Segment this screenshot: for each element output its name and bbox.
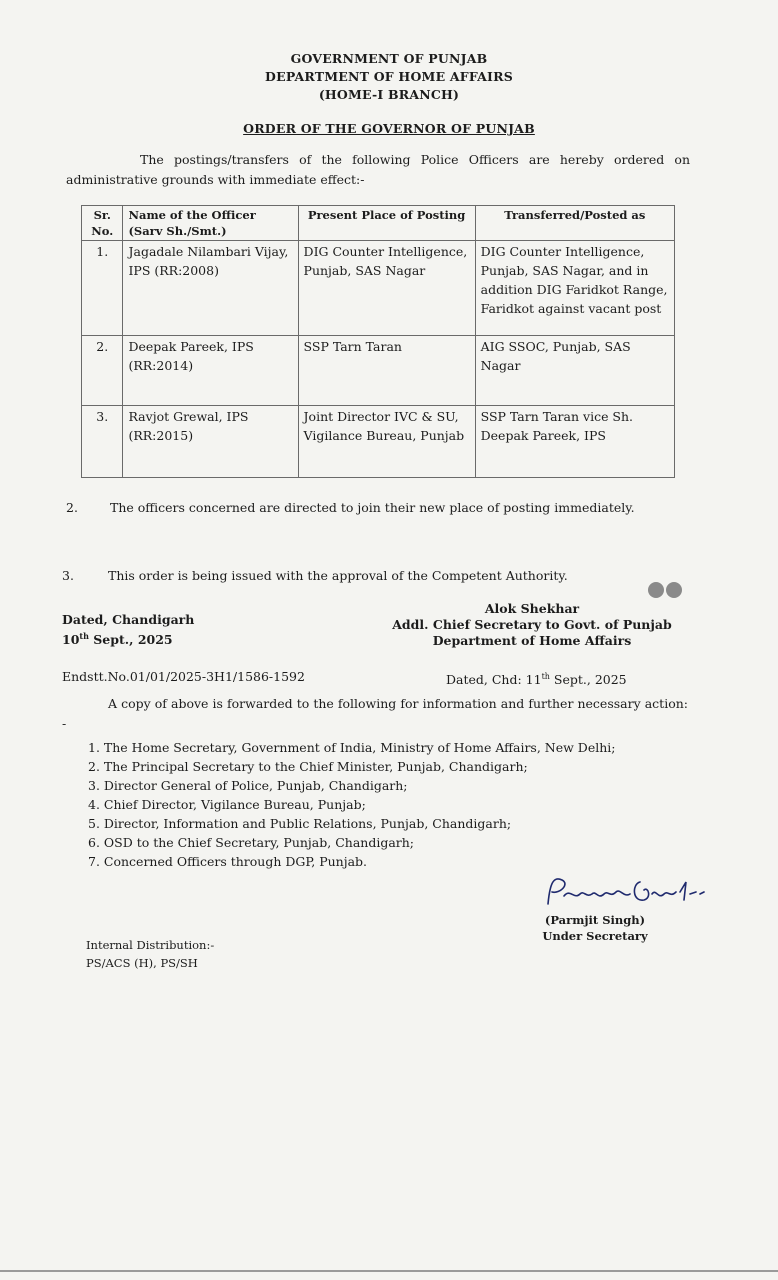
dated-date: 10th Sept., 2025 — [62, 631, 173, 648]
header-transferred-as: Transferred/Posted as — [475, 206, 674, 241]
para2-number: 2. — [66, 500, 78, 515]
internal-distribution — [86, 936, 214, 972]
cell-transferred-as: SSP Tarn Taran vice Sh. Deepak Pareek, IPS — [475, 406, 674, 478]
table-row — [82, 406, 675, 478]
para3-text: This order is being issued with the approval of the Competent Authority. — [108, 568, 568, 583]
signatory-designation: Addl. Chief Secretary to Govt. of Punjab — [392, 617, 672, 632]
para2-text: The officers concerned are directed to join their new place of posting immediately. — [110, 500, 635, 515]
dated-place: Dated, Chandigarh — [62, 612, 195, 627]
under-secretary-designation: Under Secretary — [542, 929, 648, 943]
internal-value: PS/ACS (H), PS/SH — [86, 956, 198, 970]
cell-present-posting: SSP Tarn Taran — [298, 336, 475, 406]
page-edge-line — [0, 1270, 778, 1272]
internal-label: Internal Distribution:- — [86, 938, 215, 952]
list-item: 4. Chief Director, Vigilance Bureau, Punjab; — [88, 797, 366, 812]
cell-transferred-as: AIG SSOC, Punjab, SAS Nagar — [475, 336, 674, 406]
cell-present-posting: Joint Director IVC & SU, Vigilance Bureau, Punjab — [298, 406, 475, 478]
header-department: DEPARTMENT OF HOME AFFAIRS — [265, 69, 513, 84]
cell-sr: 3. — [82, 406, 123, 478]
handwritten-signature — [540, 872, 710, 912]
redaction-dot — [666, 582, 682, 598]
cell-present-posting: DIG Counter Intelligence, Punjab, SAS Nagar — [298, 241, 475, 336]
order-title: ORDER OF THE GOVERNOR OF PUNJAB — [243, 121, 535, 136]
under-secretary-name: (Parmjit Singh) — [544, 913, 646, 927]
cell-officer-name: Ravjot Grewal, IPS (RR:2015) — [123, 406, 298, 478]
cell-transferred-as: DIG Counter Intelligence, Punjab, SAS Nagar, and in addition DIG Faridkot Range, Faridkot against vacant post — [475, 241, 674, 336]
table-row — [82, 336, 675, 406]
list-item: 3. Director General of Police, Punjab, Chandigarh; — [88, 778, 408, 793]
header-branch: (HOME-I BRANCH) — [318, 87, 460, 102]
header-government: GOVERNMENT OF PUNJAB — [290, 51, 488, 66]
list-item: 2. The Principal Secretary to the Chief Minister, Punjab, Chandigarh; — [88, 759, 528, 774]
header-officer-name: Name of the Officer (Sarv Sh./Smt.) — [123, 206, 298, 241]
cell-sr: 1. — [82, 241, 123, 336]
intro-paragraph: The postings/transfers of the following Police Officers are hereby ordered on administrative grounds with immediate effect:- — [66, 152, 690, 187]
redaction-dots — [648, 582, 684, 602]
cell-sr: 2. — [82, 336, 123, 406]
endorsement-date: Dated, Chd: 11th Sept., 2025 — [446, 672, 627, 688]
redaction-dot — [648, 582, 664, 598]
cell-officer-name: Jagadale Nilambari Vijay, IPS (RR:2008) — [123, 241, 298, 336]
dated-left — [62, 611, 194, 648]
signatory-department: Department of Home Affairs — [432, 633, 632, 648]
list-item: 1. The Home Secretary, Government of India, Ministry of Home Affairs, New Delhi; — [88, 740, 616, 755]
header-sr-no: Sr. No. — [82, 206, 123, 241]
header-present-posting: Present Place of Posting — [298, 206, 475, 241]
transfers-table — [81, 205, 675, 478]
table-row — [82, 241, 675, 336]
cell-officer-name: Deepak Pareek, IPS (RR:2014) — [123, 336, 298, 406]
para3-number: 3. — [62, 568, 74, 583]
endorsement-number: Endstt.No.01/01/2025-3H1/1586-1592 — [62, 669, 305, 684]
table-header-row — [82, 206, 675, 241]
under-secretary-block — [520, 912, 670, 944]
list-item: 7. Concerned Officers through DGP, Punjab. — [88, 854, 368, 869]
signatory-block — [372, 601, 692, 649]
signatory-name: Alok Shekhar — [484, 601, 580, 616]
copy-paragraph: A copy of above is forwarded to the following for information and further necessary action: - — [62, 696, 688, 731]
list-item: 6. OSD to the Chief Secretary, Punjab, Chandigarh; — [88, 835, 415, 850]
recipients-list — [88, 738, 615, 871]
list-item: 5. Director, Information and Public Relations, Punjab, Chandigarh; — [88, 816, 512, 831]
